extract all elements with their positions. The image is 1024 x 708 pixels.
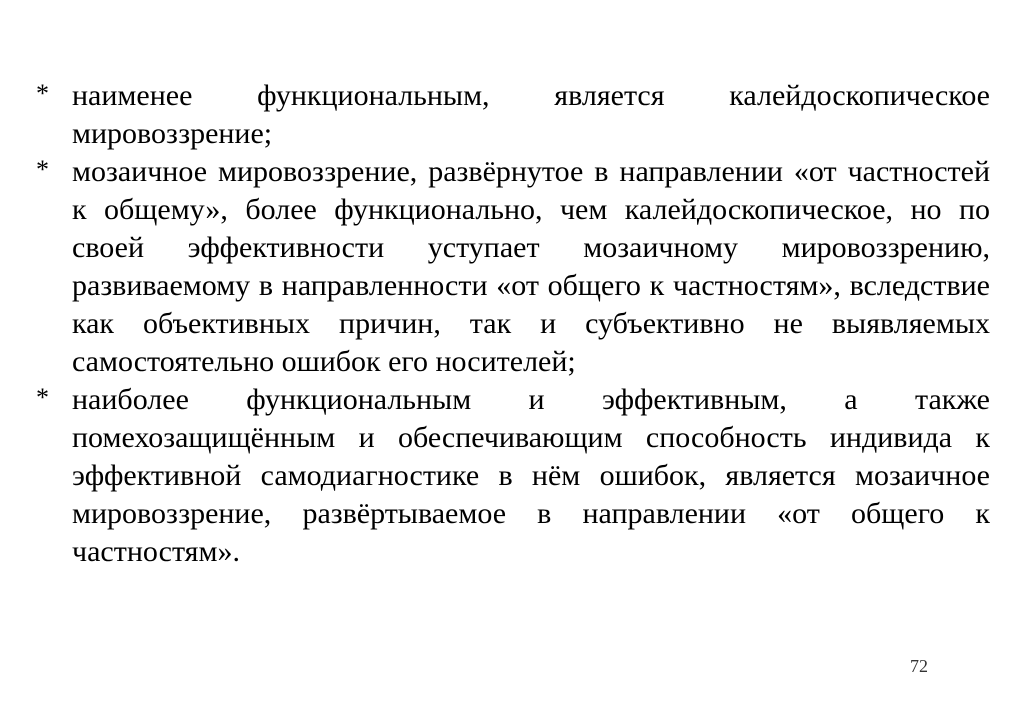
bullet-marker: * [36, 383, 49, 412]
bullet-item-most-functional [36, 381, 990, 571]
bullet-text: наименее функциональным, является калейдоскопическое мировоззрение; [72, 79, 990, 150]
bullet-item-least-functional [36, 77, 990, 153]
bullet-marker: * [36, 155, 49, 184]
bullet-marker: * [36, 79, 49, 108]
page-number: 72 [910, 656, 928, 676]
bullet-text: наиболее функциональным и эффективным, а также помехозащищённым и обеспечивающим способность индивида к эффективной самодиагностике в нём ошибок, является мозаичное мировоззрение, развёртываемое в направлении «от общего к частностям». [72, 383, 990, 568]
bullet-list [36, 77, 990, 571]
bullet-text: мозаичное мировоззрение, развёрнутое в направлении «от частностей к общему», более функционально, чем калейдоскопическое, но по своей эффективности уступает мозаичному мировоззрению, развиваемому в направленности «от общего к частностям», вследствие как объективных причин, так и субъективно не выявляемых самостоятельно ошибок его носителей; [72, 155, 990, 378]
bullet-item-mosaic-from-particulars [36, 153, 990, 381]
